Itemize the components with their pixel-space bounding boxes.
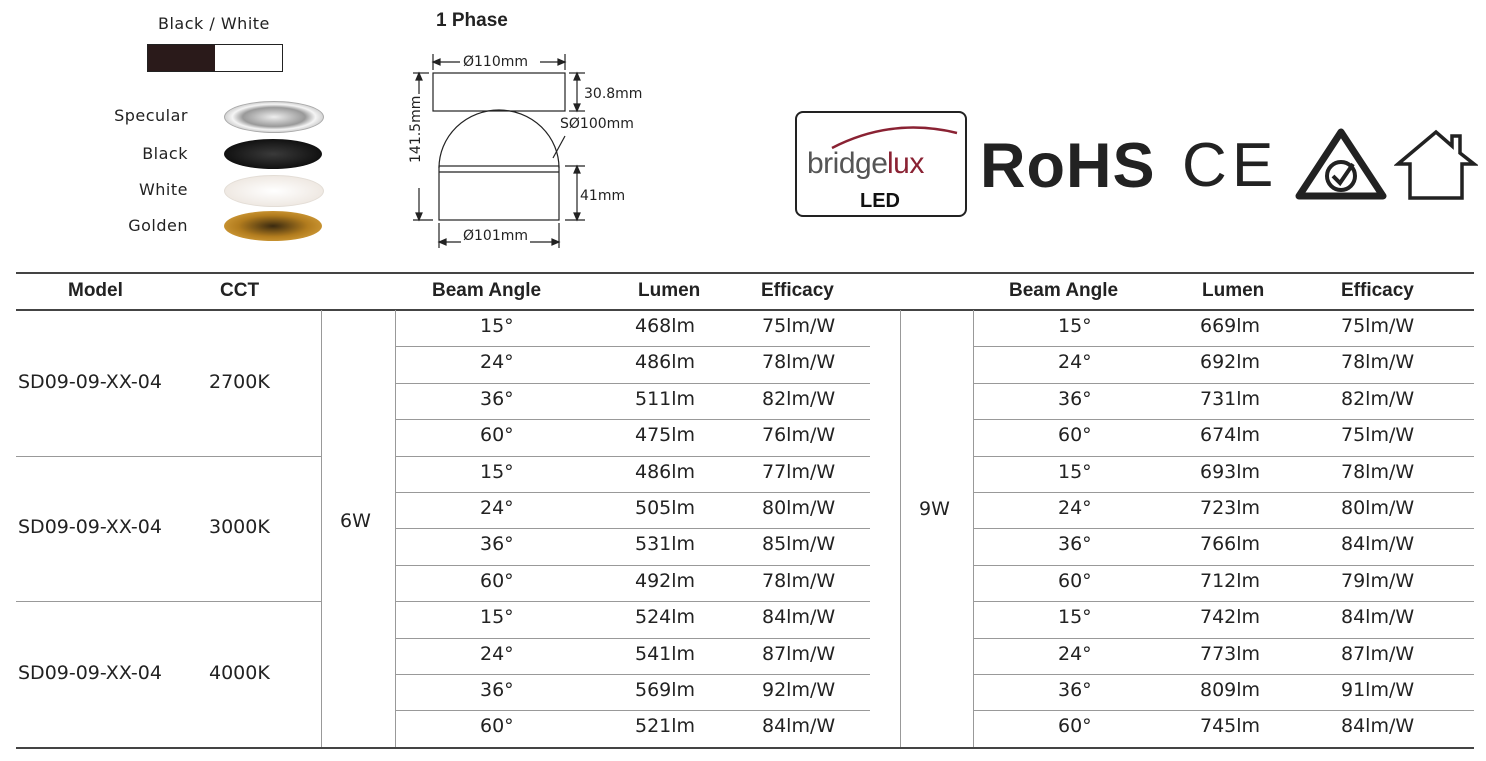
header-efficacy-6w: Efficacy bbox=[761, 280, 834, 301]
efficacy-9w-cell: 78lm/W bbox=[1341, 351, 1415, 374]
color-options-label: Black / White bbox=[158, 14, 270, 33]
bridgelux-logo bbox=[795, 111, 967, 217]
efficacy-9w-cell: 82lm/W bbox=[1341, 387, 1415, 410]
lumen-6w-cell: 486lm bbox=[635, 460, 696, 483]
efficacy-6w-cell: 84lm/W bbox=[762, 715, 836, 738]
header-efficacy-9w: Efficacy bbox=[1341, 280, 1414, 301]
row-divider bbox=[396, 383, 870, 384]
beam-angle-6w-cell: 60° bbox=[480, 569, 514, 592]
beam-angle-9w-cell: 24° bbox=[1058, 497, 1092, 519]
efficacy-9w-cell: 75lm/W bbox=[1341, 315, 1415, 337]
beam-angle-9w-cell: 15° bbox=[1058, 460, 1092, 483]
rohs-mark: RoHS bbox=[980, 131, 1156, 201]
col-divider bbox=[321, 310, 322, 748]
efficacy-9w-cell: 84lm/W bbox=[1341, 715, 1415, 738]
cct-cell: 2700K bbox=[209, 370, 270, 393]
row-divider bbox=[974, 419, 1474, 420]
lumen-9w-cell: 669lm bbox=[1200, 315, 1261, 337]
row-divider bbox=[396, 601, 870, 602]
dim-top-diameter: Ø110mm bbox=[463, 54, 529, 70]
drawing-title: 1 Phase bbox=[436, 10, 508, 31]
white-half bbox=[215, 45, 282, 71]
beam-angle-6w-cell: 60° bbox=[480, 715, 514, 738]
efficacy-6w-cell: 92lm/W bbox=[762, 679, 836, 701]
beam-angle-9w-cell: 15° bbox=[1058, 606, 1092, 629]
beam-angle-9w-cell: 60° bbox=[1058, 715, 1092, 738]
dim-body-height: 41mm bbox=[580, 188, 626, 204]
row-divider bbox=[974, 565, 1474, 566]
header-model: Model bbox=[68, 280, 123, 301]
beam-angle-6w-cell: 24° bbox=[480, 497, 514, 519]
efficacy-9w-cell: 75lm/W bbox=[1341, 424, 1415, 447]
header-rule bbox=[16, 309, 1474, 311]
efficacy-6w-cell: 80lm/W bbox=[762, 497, 836, 519]
table-bottom-rule bbox=[16, 747, 1474, 749]
beam-angle-6w-cell: 24° bbox=[480, 642, 514, 665]
efficacy-6w-cell: 84lm/W bbox=[762, 606, 836, 629]
beam-angle-6w-cell: 60° bbox=[480, 424, 514, 447]
efficacy-9w-cell: 78lm/W bbox=[1341, 460, 1415, 483]
dim-dome-diameter: SØ100mm bbox=[560, 116, 634, 132]
lumen-9w-cell: 731lm bbox=[1200, 387, 1261, 410]
lumen-6w-cell: 468lm bbox=[635, 315, 696, 337]
row-divider bbox=[396, 710, 870, 711]
row-divider bbox=[396, 528, 870, 529]
lumen-9w-cell: 745lm bbox=[1200, 715, 1261, 738]
row-divider bbox=[974, 383, 1474, 384]
lumen-6w-cell: 524lm bbox=[635, 606, 696, 629]
row-divider bbox=[974, 601, 1474, 602]
dimension-drawing bbox=[405, 48, 665, 253]
indoor-use-house-icon bbox=[1394, 128, 1478, 202]
beam-angle-6w-cell: 15° bbox=[480, 315, 514, 337]
lumen-9w-cell: 773lm bbox=[1200, 642, 1261, 665]
beam-angle-9w-cell: 24° bbox=[1058, 642, 1092, 665]
table-top-rule bbox=[16, 272, 1474, 274]
group-divider bbox=[16, 456, 322, 457]
efficacy-6w-cell: 82lm/W bbox=[762, 387, 836, 410]
header-lumen-9w: Lumen bbox=[1202, 280, 1265, 301]
beam-angle-9w-cell: 60° bbox=[1058, 569, 1092, 592]
lumen-9w-cell: 674lm bbox=[1200, 424, 1261, 447]
finish-black-swatch bbox=[224, 139, 322, 169]
lumen-9w-cell: 693lm bbox=[1200, 460, 1261, 483]
row-divider bbox=[974, 638, 1474, 639]
row-divider bbox=[974, 528, 1474, 529]
row-divider bbox=[974, 710, 1474, 711]
header-beam-angle-6w: Beam Angle bbox=[432, 280, 542, 301]
power-6w: 6W bbox=[340, 510, 371, 532]
efficacy-6w-cell: 78lm/W bbox=[762, 569, 836, 592]
cct-cell: 3000K bbox=[209, 516, 270, 539]
lumen-6w-cell: 569lm bbox=[635, 679, 696, 701]
beam-angle-6w-cell: 15° bbox=[480, 606, 514, 629]
header-lumen-6w: Lumen bbox=[638, 280, 701, 301]
model-cell: SD09-09-XX-04 bbox=[18, 516, 162, 539]
efficacy-9w-cell: 80lm/W bbox=[1341, 497, 1415, 519]
lumen-6w-cell: 521lm bbox=[635, 715, 696, 738]
beam-angle-9w-cell: 60° bbox=[1058, 424, 1092, 447]
finish-label-specular: Specular bbox=[114, 106, 188, 125]
row-divider bbox=[974, 346, 1474, 347]
finish-label-white: White bbox=[138, 180, 188, 199]
beam-angle-6w-cell: 36° bbox=[480, 679, 514, 701]
cct-cell: 4000K bbox=[209, 662, 270, 684]
beam-angle-9w-cell: 24° bbox=[1058, 351, 1092, 374]
efficacy-9w-cell: 91lm/W bbox=[1341, 679, 1415, 701]
finish-label-black: Black bbox=[142, 144, 188, 163]
finish-label-golden: Golden bbox=[128, 216, 188, 235]
beam-angle-9w-cell: 36° bbox=[1058, 387, 1092, 410]
lumen-9w-cell: 742lm bbox=[1200, 606, 1261, 629]
black-half bbox=[148, 45, 215, 71]
dim-bottom-diameter: Ø101mm bbox=[463, 228, 529, 244]
header-beam-angle-9w: Beam Angle bbox=[1009, 280, 1119, 301]
beam-angle-6w-cell: 36° bbox=[480, 533, 514, 556]
led-label: LED bbox=[860, 190, 900, 212]
beam-angle-6w-cell: 24° bbox=[480, 351, 514, 374]
finish-white-swatch bbox=[224, 175, 324, 207]
lumen-9w-cell: 809lm bbox=[1200, 679, 1261, 701]
model-cell: SD09-09-XX-04 bbox=[18, 662, 162, 684]
lumen-9w-cell: 712lm bbox=[1200, 569, 1261, 592]
bridgelux-wordmark-a: bridge bbox=[807, 147, 888, 180]
finish-golden-swatch bbox=[224, 211, 322, 241]
row-divider bbox=[396, 346, 870, 347]
lumen-6w-cell: 492lm bbox=[635, 569, 696, 592]
beam-angle-9w-cell: 36° bbox=[1058, 679, 1092, 701]
efficacy-6w-cell: 77lm/W bbox=[762, 460, 836, 483]
efficacy-9w-cell: 87lm/W bbox=[1341, 642, 1415, 665]
efficacy-9w-cell: 84lm/W bbox=[1341, 606, 1415, 629]
lumen-9w-cell: 723lm bbox=[1200, 497, 1261, 519]
efficacy-6w-cell: 75lm/W bbox=[762, 315, 836, 337]
beam-angle-9w-cell: 36° bbox=[1058, 533, 1092, 556]
efficacy-6w-cell: 87lm/W bbox=[762, 642, 836, 665]
efficacy-6w-cell: 76lm/W bbox=[762, 424, 836, 447]
efficacy-6w-cell: 85lm/W bbox=[762, 533, 836, 556]
black-white-swatch bbox=[147, 44, 283, 72]
finish-specular-swatch bbox=[224, 101, 324, 133]
beam-angle-9w-cell: 15° bbox=[1058, 315, 1092, 337]
rcm-mark-icon bbox=[1295, 126, 1387, 202]
dim-total-height: 141.5mm bbox=[408, 95, 424, 163]
lumen-6w-cell: 505lm bbox=[635, 497, 696, 519]
row-divider bbox=[974, 674, 1474, 675]
header-cct: CCT bbox=[220, 280, 260, 301]
row-divider bbox=[396, 456, 870, 457]
power-9w: 9W bbox=[919, 498, 950, 520]
row-divider bbox=[974, 492, 1474, 493]
efficacy-9w-cell: 79lm/W bbox=[1341, 569, 1415, 592]
row-divider bbox=[396, 419, 870, 420]
row-divider bbox=[396, 674, 870, 675]
ce-mark: C E bbox=[1182, 131, 1268, 200]
lumen-6w-cell: 531lm bbox=[635, 533, 696, 556]
efficacy-9w-cell: 84lm/W bbox=[1341, 533, 1415, 556]
col-divider bbox=[900, 310, 901, 748]
beam-angle-6w-cell: 36° bbox=[480, 387, 514, 410]
lumen-6w-cell: 541lm bbox=[635, 642, 696, 665]
group-divider bbox=[16, 601, 322, 602]
efficacy-6w-cell: 78lm/W bbox=[762, 351, 836, 374]
model-cell: SD09-09-XX-04 bbox=[18, 370, 162, 393]
bridgelux-wordmark-b: lux bbox=[887, 147, 924, 180]
dim-top-height: 30.8mm bbox=[584, 86, 643, 102]
row-divider bbox=[974, 456, 1474, 457]
row-divider bbox=[396, 638, 870, 639]
lumen-9w-cell: 692lm bbox=[1200, 351, 1261, 374]
lumen-6w-cell: 511lm bbox=[635, 387, 696, 410]
row-divider bbox=[396, 492, 870, 493]
lumen-6w-cell: 486lm bbox=[635, 351, 696, 374]
row-divider bbox=[396, 565, 870, 566]
lumen-9w-cell: 766lm bbox=[1200, 533, 1261, 556]
beam-angle-6w-cell: 15° bbox=[480, 460, 514, 483]
lumen-6w-cell: 475lm bbox=[635, 424, 696, 447]
